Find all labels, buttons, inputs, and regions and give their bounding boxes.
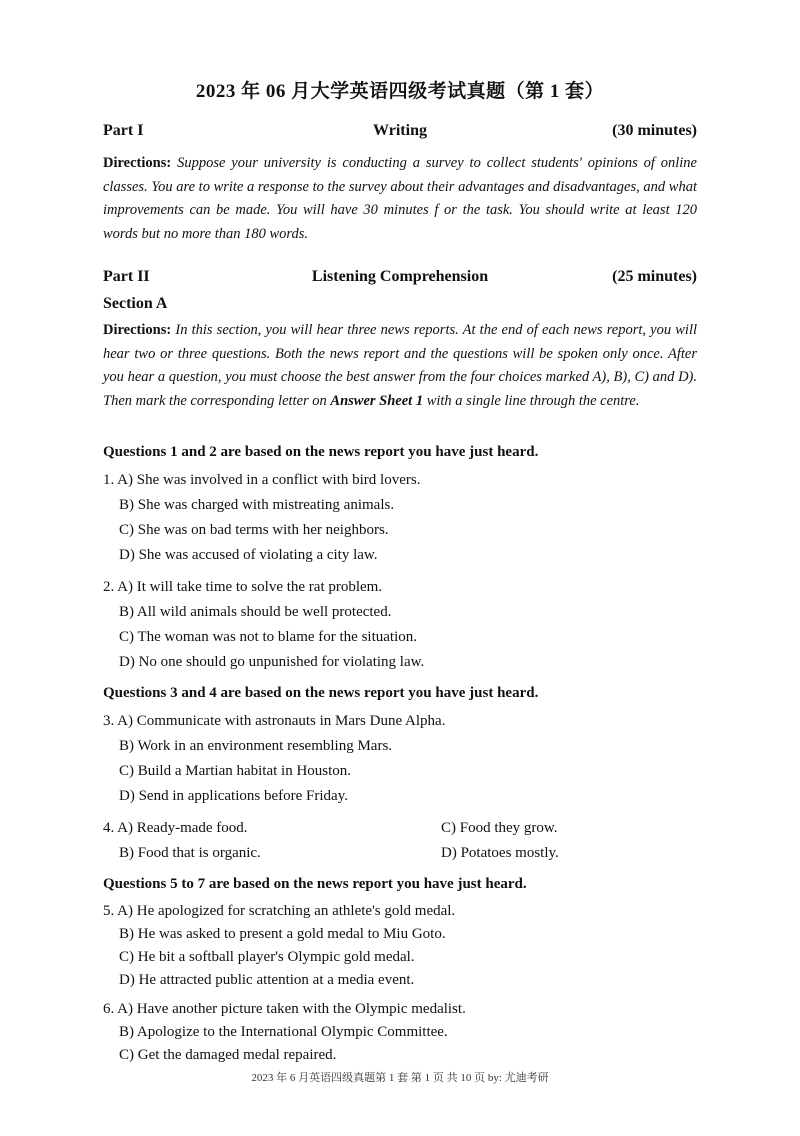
q4-option-b: B) Food that is organic. — [119, 845, 261, 861]
q6-option-c: C) Get the damaged medal repaired. — [119, 1047, 337, 1063]
part-1-label: Part I — [103, 122, 144, 139]
page-footer: 2023 年 6 月英语四级真题第 1 套 第 1 页 共 10 页 by: 尤迪考研 — [251, 1072, 549, 1084]
q2-option-a: 2. A) It will take time to solve the rat problem. — [103, 579, 383, 595]
q2-option-d: D) No one should go unpunished for violating law. — [119, 654, 425, 670]
q2-option-c: C) The woman was not to blame for the situation. — [119, 629, 418, 645]
answer-sheet-label: Answer Sheet 1 — [330, 392, 424, 409]
part-2-directions — [103, 319, 697, 413]
question-group-heading: Questions 1 and 2 are based on the news report you have just heard. — [103, 444, 539, 460]
part-2-time: (25 minutes) — [612, 268, 697, 285]
q4-option-a: 4. A) Ready-made food. — [103, 820, 248, 836]
q5-option-b: B) He was asked to present a gold medal to Miu Goto. — [119, 926, 446, 942]
q3-option-c: C) Build a Martian habitat in Houston. — [119, 763, 352, 779]
q2-option-b: B) All wild animals should be well protected. — [119, 604, 392, 620]
q5-option-c: C) He bit a softball player's Olympic gold medal. — [119, 949, 415, 965]
q1-option-a: 1. A) She was involved in a conflict with bird lovers. — [103, 472, 421, 488]
part-1-name: Writing — [373, 122, 427, 139]
part-1-time: (30 minutes) — [612, 122, 697, 139]
section-a-heading: Section A — [103, 295, 168, 312]
part-2-label: Part II — [103, 268, 150, 285]
q6-option-a: 6. A) Have another picture taken with the Olympic medalist. — [103, 1001, 466, 1017]
q3-option-a: 3. A) Communicate with astronauts in Mars Dune Alpha. — [103, 713, 446, 729]
part-2-directions-label: Directions: — [103, 322, 172, 338]
q6-option-b: B) Apologize to the International Olympic Committee. — [119, 1024, 448, 1040]
q1-option-c: C) She was on bad terms with her neighbors. — [119, 522, 389, 538]
q5-option-d: D) He attracted public attention at a media event. — [119, 972, 415, 988]
part-1-directions — [103, 152, 697, 246]
part-1-directions-text: Suppose your university is conducting a survey to collect students' opinions of online classes. You are to write a response to the survey about their advantages and disadvantages, and what improvements can be made. You will have 30 minutes f or the task. You should write at least 120 words but no more than 180 words. — [103, 155, 697, 242]
question-group-heading: Questions 3 and 4 are based on the news report you have just heard. — [103, 685, 539, 701]
part-1-directions-label: Directions: — [103, 155, 172, 171]
part-2-name: Listening Comprehension — [311, 268, 489, 285]
q1-option-d: D) She was accused of violating a city law. — [119, 547, 378, 563]
question-group-heading: Questions 5 to 7 are based on the news report you have just heard. — [103, 876, 527, 892]
part-2-directions-text-1: In this section, you will hear three news reports. At the end of each news report, you will hear two or three questions. Both the news report and the questions will be spoken only once. After you hear a question, you must choose the best answer from the four choices marked A), B), C) and D). Then mark the corresponding letter on — [103, 322, 698, 409]
q4-option-c: C) Food they grow. — [441, 820, 558, 836]
part-2-directions-text-2: with a single line through the centre. — [426, 392, 640, 409]
q5-option-a: 5. A) He apologized for scratching an athlete's gold medal. — [103, 903, 456, 919]
q3-option-d: D) Send in applications before Friday. — [119, 788, 348, 804]
q1-option-b: B) She was charged with mistreating animals. — [119, 497, 395, 513]
page-title: 2023 年 06 月大学英语四级考试真题（第 1 套） — [195, 81, 605, 102]
q3-option-b: B) Work in an environment resembling Mars. — [119, 738, 393, 754]
q4-option-d: D) Potatoes mostly. — [441, 845, 559, 861]
